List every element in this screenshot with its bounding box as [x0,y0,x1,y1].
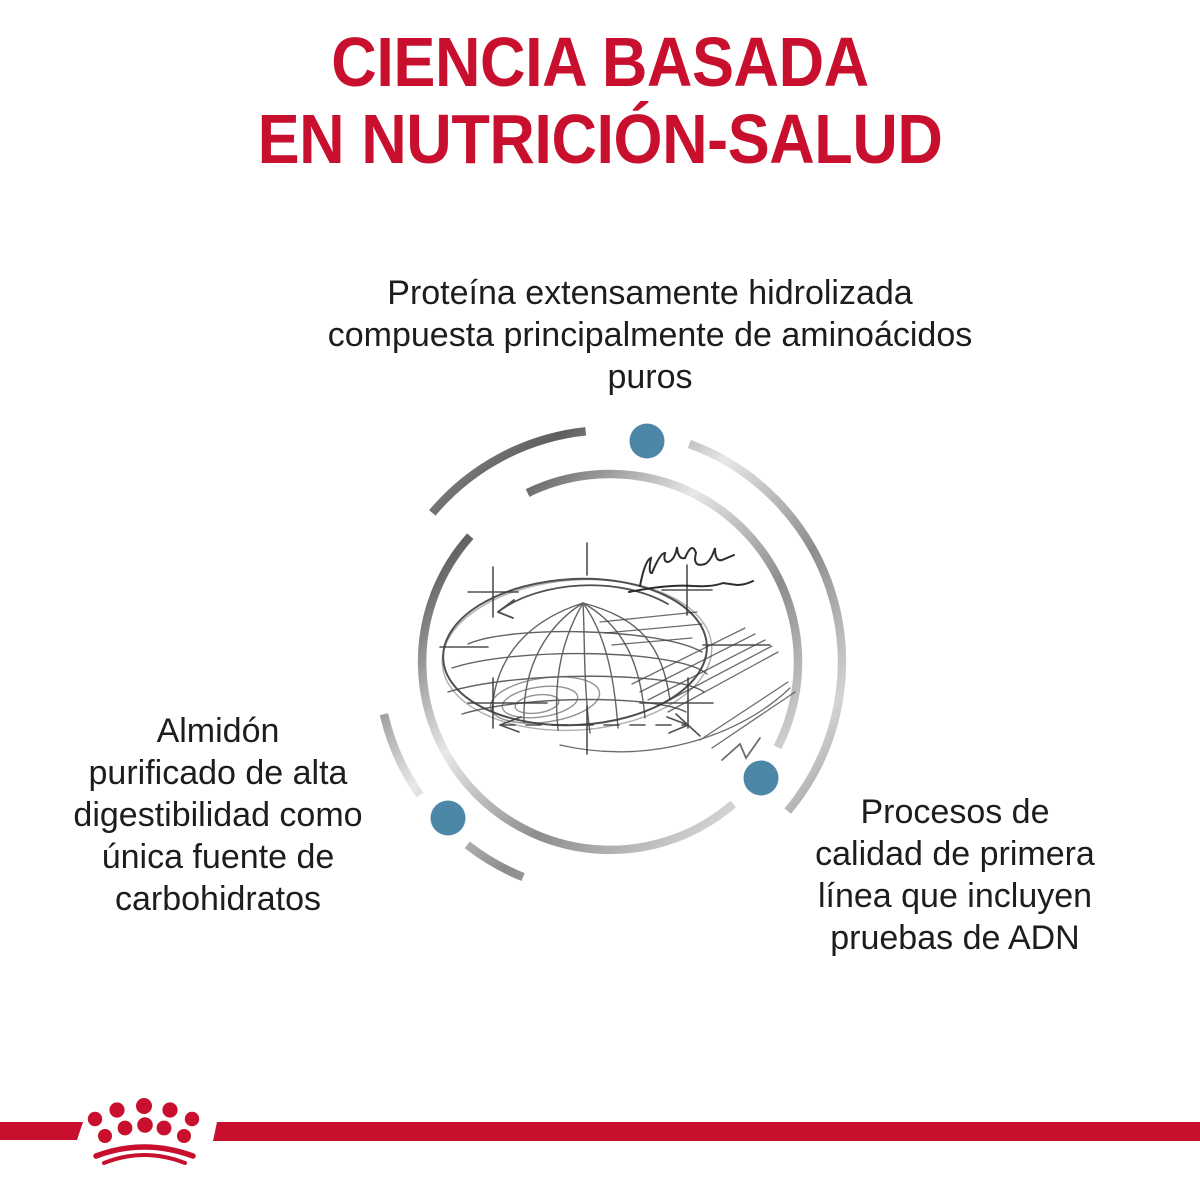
title-line-2: EN NUTRICIÓN-SALUD [257,100,943,178]
annotation-line: línea que incluyen [817,877,1093,915]
annotation-line: pruebas de ADN [830,919,1080,957]
page-title [60,24,1140,178]
annotation-line: carbohidratos [114,880,321,918]
annotation-line: compuesta principalmente de aminoácidos [327,316,973,354]
annotation-line: calidad de primera [815,835,1095,873]
annotation-line: Almidón [156,712,280,750]
marker-dot-top [630,424,665,459]
kibble-sketch-icon [437,543,795,760]
brand-bar-right [213,1122,1200,1141]
marker-dot-bottom-right [744,761,779,796]
annotation-starch [38,710,398,920]
brand-bar-left [0,1122,83,1140]
signature-scribble [629,547,753,592]
marker-dot-bottom-left [431,801,466,836]
annotation-line: digestibilidad como [73,796,363,834]
footer-brand-bar [0,1090,1200,1180]
annotation-line: única fuente de [101,838,335,876]
title-line-1: CIENCIA BASADA [331,23,869,101]
kibble-mesh [448,603,707,733]
annotation-line: purificado de alta [88,754,348,792]
annotation-line: puros [607,358,693,396]
kibble-diagram [355,400,865,920]
crown-logo-icon [88,1098,199,1163]
annotation-line: Proteína extensamente hidrolizada [387,274,913,312]
annotation-protein [250,272,1050,398]
annotation-line: Procesos de [860,793,1050,831]
